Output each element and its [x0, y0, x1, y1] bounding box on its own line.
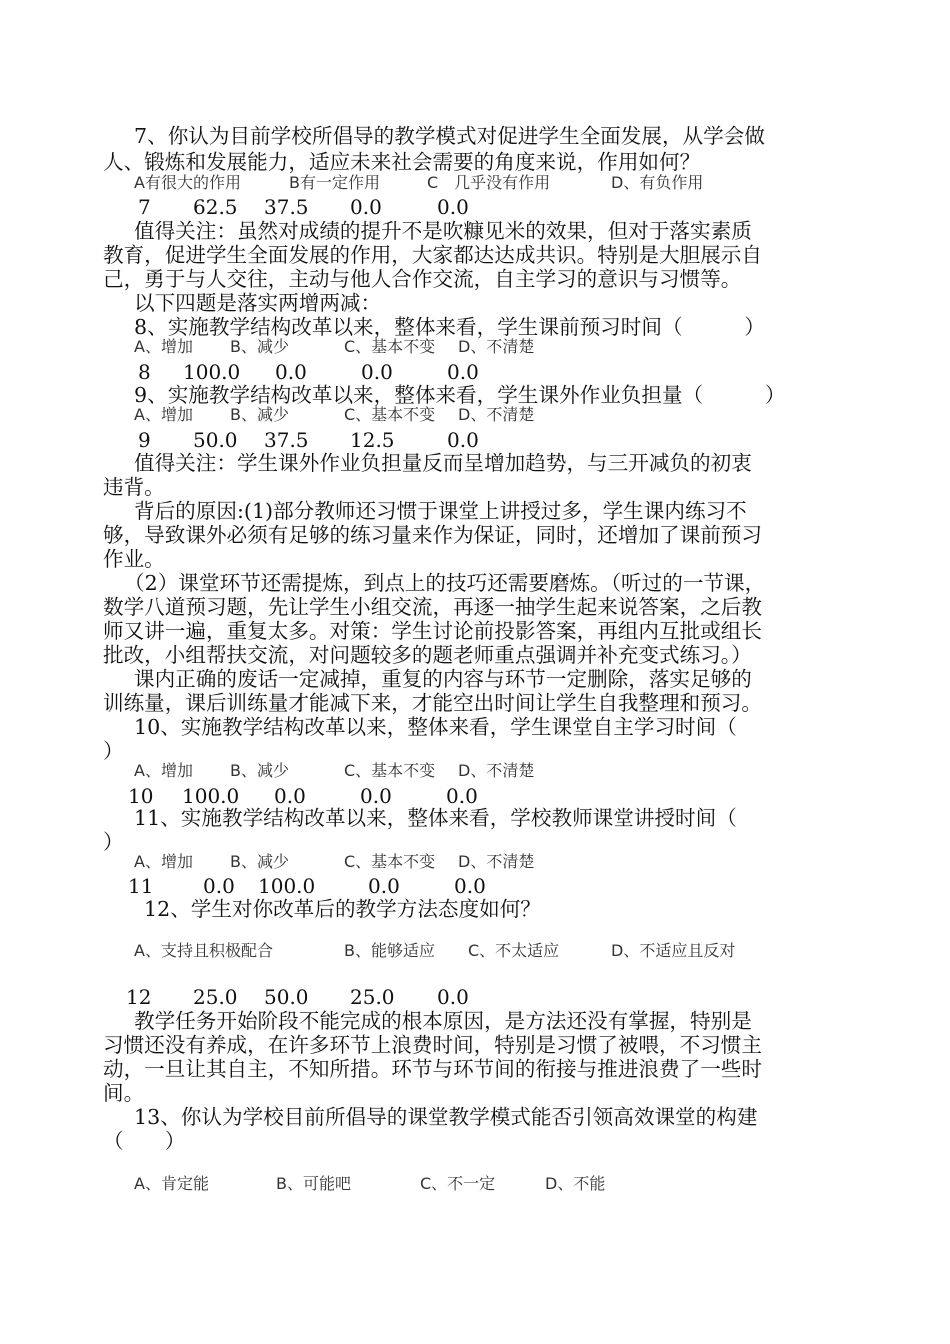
q9-result-c: 12.5	[350, 428, 395, 452]
q7-result-b: 37.5	[264, 195, 309, 219]
q13-option-c: C、不一定	[420, 1174, 496, 1193]
q7-line1: 7、你认为目前学校所倡导的教学模式对促进学生全面发展，从学会做	[134, 124, 765, 148]
q12-result-a: 25.0	[193, 985, 238, 1009]
q10-option-a: A、增加	[134, 761, 193, 780]
q10-option-b: B、减少	[230, 761, 289, 780]
q7-option-b: B有一定作用	[289, 173, 380, 192]
q8-result-c: 0.0	[361, 360, 393, 384]
reason-line6: 师又讲一遍，重复太多。对策：学生讨论前投影答案，再组内互批或组长	[103, 619, 762, 643]
note9-line2: 违背。	[103, 475, 165, 499]
q9-option-c: C、基本不变	[344, 405, 436, 424]
q10-result-b: 0.0	[274, 784, 306, 808]
q11-option-a: A、增加	[134, 852, 193, 871]
q8-option-c: C、基本不变	[344, 337, 436, 356]
note7-line3: 己，勇于与人交往，主动与他人合作交流，自主学习的意识与习惯等。	[103, 267, 742, 291]
q8-result-a: 100.0	[183, 360, 241, 384]
reason-line3: 作业。	[103, 547, 165, 571]
q12-result-c: 25.0	[350, 985, 395, 1009]
note9-line1: 值得关注：学生课外作业负担量反而呈增加趋势，与三开减负的初衷	[134, 451, 752, 475]
q11-option-b: B、减少	[230, 852, 289, 871]
q10-option-d: D、不清楚	[458, 761, 535, 780]
section-intro: 以下四题是落实两增两减：	[134, 291, 382, 315]
q11-result-no: 11	[128, 874, 154, 898]
note12-line2: 习惯还没有养成，在许多环节上浪费时间，特别是习惯了被喂，不习惯主	[103, 1033, 762, 1057]
q12-result-no: 12	[126, 985, 152, 1009]
q10-result-a: 100.0	[182, 784, 240, 808]
note7-line2: 教育，促进学生全面发展的作用，大家都达达成共识。特别是大胆展示自	[103, 243, 762, 267]
q8-option-d: D、不清楚	[458, 337, 535, 356]
q9-option-b: B、减少	[230, 405, 289, 424]
q10-result-no: 10	[128, 784, 154, 808]
q9-result-d: 0.0	[447, 428, 479, 452]
q8-result-no: 8	[138, 360, 151, 384]
q13-line1: 13、你认为学校目前所倡导的课堂教学模式能否引领高效课堂的构建	[134, 1105, 758, 1129]
q8-result-d: 0.0	[447, 360, 479, 384]
q11-result-d: 0.0	[454, 874, 486, 898]
reason-line2: 够，导致课外必须有足够的练习量来作为保证，同时，还增加了课前预习	[103, 523, 762, 547]
q10-line2: ）	[103, 739, 124, 763]
q13-option-a: A、肯定能	[134, 1174, 209, 1193]
q11-line1: 11、实施教学结构改革以来，整体来看，学校教师课堂讲授时间（	[134, 806, 737, 830]
reason-line7: 批改，小组帮扶交流，对问题较多的题老师重点强调并补充变式练习。）	[103, 643, 752, 667]
q9-option-d: D、不清楚	[458, 405, 535, 424]
q13-option-d: D、不能	[545, 1174, 606, 1193]
reason-line9: 训练量，课后训练量才能减下来，才能空出时间让学生自我整理和预习。	[103, 691, 762, 715]
q8-result-b: 0.0	[275, 360, 307, 384]
q8-option-b: B、减少	[230, 337, 289, 356]
note7-line1: 值得关注：虽然对成绩的提升不是吹糠见米的效果，但对于落实素质	[134, 219, 752, 243]
q13-option-b: B、可能吧	[276, 1174, 351, 1193]
reason-line8: 课内正确的废话一定减掉，重复的内容与环节一定删除，落实足够的	[134, 667, 752, 691]
q11-result-b: 100.0	[258, 874, 316, 898]
q13-line2: （ ）	[103, 1129, 186, 1153]
q9-result-no: 9	[138, 428, 151, 452]
q12-option-d: D、不适应且反对	[611, 941, 736, 960]
q8-option-a: A、增加	[134, 337, 193, 356]
q9-result-a: 50.0	[193, 428, 238, 452]
q8-question: 8、实施教学结构改革以来，整体来看，学生课前预习时间（ ）	[134, 315, 765, 339]
q7-result-c: 0.0	[350, 195, 382, 219]
q12-question: 12、学生对你改革后的教学方法态度如何？	[144, 897, 541, 921]
q12-option-b: B、能够适应	[344, 941, 435, 960]
reason-line4: （2）课堂环节还需提炼，到点上的技巧还需要磨炼。（听过的一节课，	[124, 571, 766, 595]
q11-line2: ）	[103, 830, 124, 854]
q7-option-c: C 几乎没有作用	[427, 173, 551, 192]
q7-result-d: 0.0	[437, 195, 469, 219]
q10-option-c: C、基本不变	[344, 761, 436, 780]
q7-result-a: 62.5	[193, 195, 238, 219]
q7-line2: 人、锻炼和发展能力，适应未来社会需要的角度来说，作用如何？	[103, 150, 701, 174]
q7-option-d: D、有负作用	[611, 173, 704, 192]
q12-result-d: 0.0	[437, 985, 469, 1009]
q11-result-c: 0.0	[368, 874, 400, 898]
q9-question: 9、实施教学结构改革以来，整体来看，学生课外作业负担量（ ）	[134, 383, 786, 407]
q7-result-no: 7	[138, 195, 151, 219]
reason-line1: 背后的原因:(1)部分教师还习惯于课堂上讲授过多，学生课内练习不	[134, 499, 747, 523]
q11-result-a: 0.0	[203, 874, 235, 898]
q11-option-d: D、不清楚	[458, 852, 535, 871]
q12-result-b: 50.0	[264, 985, 309, 1009]
reason-line5: 数学八道预习题，先让学生小组交流，再逐一抽学生起来说答案，之后教	[103, 595, 762, 619]
q7-option-a: A有很大的作用	[134, 173, 241, 192]
q11-option-c: C、基本不变	[344, 852, 436, 871]
q10-line1: 10、实施教学结构改革以来，整体来看，学生课堂自主学习时间（	[134, 715, 737, 739]
q9-option-a: A、增加	[134, 405, 193, 424]
q12-option-a: A、支持且积极配合	[134, 941, 273, 960]
note12-line4: 间。	[103, 1081, 145, 1105]
note12-line3: 动，一旦让其自主，不知所措。环节与环节间的衔接与推进浪费了一些时	[103, 1057, 762, 1081]
note12-line1: 教学任务开始阶段不能完成的根本原因，是方法还没有掌握，特别是	[134, 1009, 752, 1033]
q10-result-d: 0.0	[446, 784, 478, 808]
q10-result-c: 0.0	[360, 784, 392, 808]
q12-option-c: C、不太适应	[468, 941, 560, 960]
q9-result-b: 37.5	[264, 428, 309, 452]
